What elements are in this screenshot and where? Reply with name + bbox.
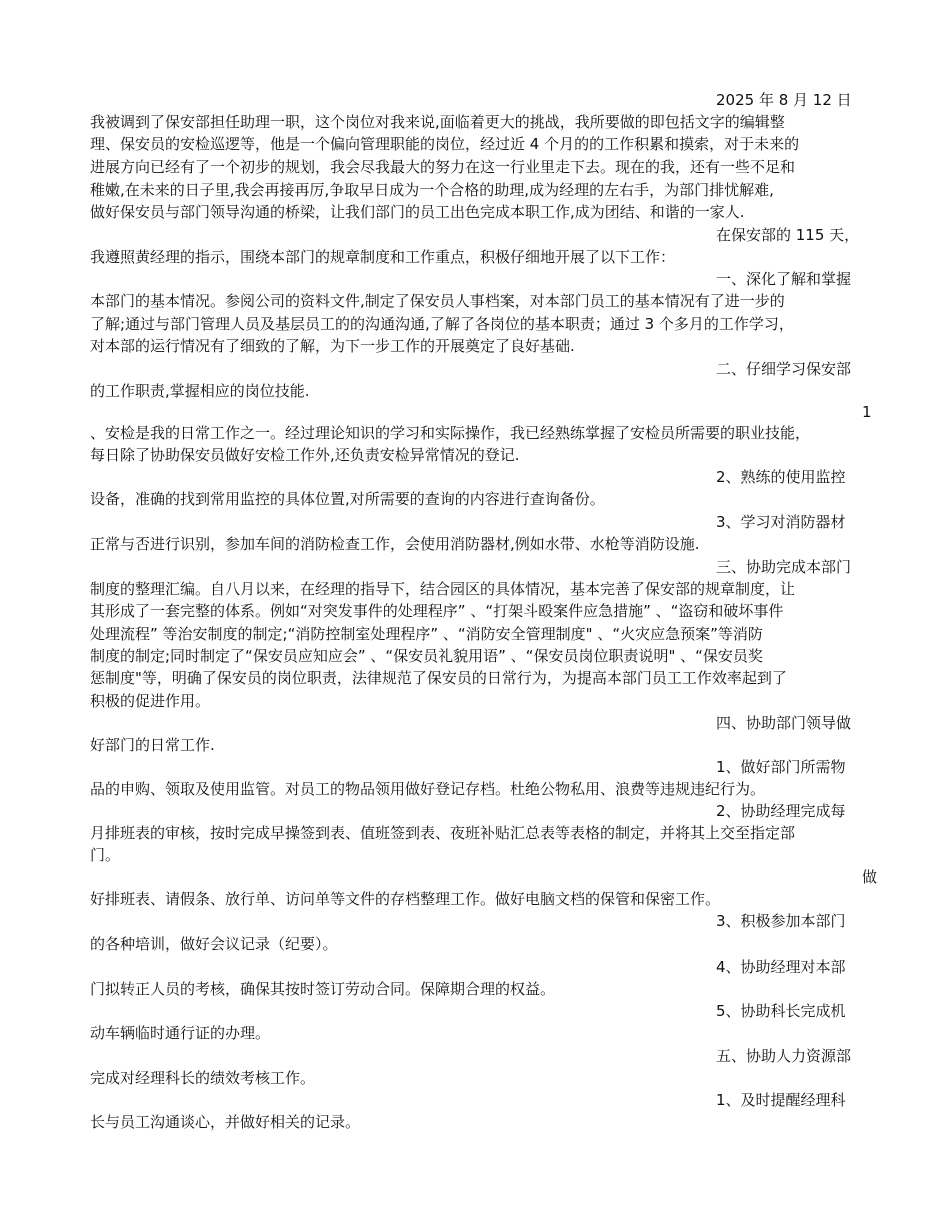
section-text: 其形成了一套完整的体系。例如“对突发事件的处理程序” 、“打架斗殴案件应急措施” 、“盗窃和破坏事件: [90, 602, 784, 620]
item-text: 好排班表、请假条、放行单、访问单等文件的存档整理工作。做好电脑文档的保管和保密工作。: [90, 890, 721, 908]
paragraph-head: 在保安部的 115 天，: [716, 226, 860, 244]
item-text: 月排班表的审核，按时完成早操签到表、值班签到表、夜班补贴汇总表等表格的制定，并将其上交至指定部: [90, 824, 796, 842]
item-text: 每日除了协助保安员做好安检工作外,还负责安检异常情况的登记.: [90, 446, 520, 464]
item-text: 门拟转正人员的考核，确保其按时签订劳动合同。保障期合理的权益。: [90, 980, 556, 998]
section-text: 处理流程” 等治安制度的制定;“消防控制室处理程序” 、“消防安全管理制度" 、“火灾应急预案”等消防: [90, 625, 763, 643]
item-heading: 3、积极参加本部门: [716, 912, 846, 930]
section-heading: 四、协助部门领导做: [716, 714, 852, 732]
date-line: 2025 年 8 月 12 日: [716, 91, 852, 109]
section-heading: 五、协助人力资源部: [716, 1047, 852, 1065]
intro-line: 稚嫩,在未来的日子里,我会再接再厉,争取早日成为一个合格的助理,成为经理的左右手，为部门排忧解难,: [90, 181, 774, 199]
item-heading: 1、及时提醒经理科: [716, 1091, 846, 1109]
item-heading: 2、协助经理完成每: [716, 802, 846, 820]
item-text: 设备，准确的找到常用监控的具体位置,对所需要的查询的内容进行查询备份。: [90, 490, 605, 508]
paragraph-text: 我遵照黄经理的指示，围绕本部门的规章制度和工作重点，积极仔细地开展了以下工作：: [90, 248, 676, 266]
item-text: 长与员工沟通谈心，并做好相关的记录。: [90, 1113, 361, 1131]
section-text: 惩制度"等，明确了保安员的岗位职责，法律规范了保安员的日常行为，为提高本部门员工工作效率起到了: [90, 669, 787, 687]
intro-line: 做好保安员与部门领导沟通的桥梁，让我们部门的员工出色完成本职工作,成为团结、和谐的一家人.: [90, 203, 745, 221]
section-heading: 二、仔细学习保安部: [716, 360, 852, 378]
item-text: 的各种培训，做好会议记录（纪要）。: [90, 935, 338, 953]
item-text: 正常与否进行识别，参加车间的消防检查工作，会使用消防器材,例如水带、水枪等消防设施.: [90, 535, 700, 553]
item-text: 品的申购、领取及使用监管。对员工的物品领用做好登记存档。杜绝公物私用、浪费等违规违纪行为。: [90, 780, 766, 798]
item-heading: 5、协助科长完成机: [716, 1002, 846, 1020]
section-heading: 三、协助完成本部门: [716, 558, 852, 576]
item-heading: 4、协助经理对本部: [716, 958, 846, 976]
item-heading: 1、做好部门所需物: [716, 758, 846, 776]
section-text: 本部门的基本情况。参阅公司的资料文件,制定了保安员人事档案，对本部门员工的基本情况有了进一步的: [90, 292, 785, 310]
intro-line: 我被调到了保安部担任助理一职，这个岗位对我来说,面临着更大的挑战，我所要做的即包括文字的编辑整: [90, 113, 785, 131]
page-number: 1: [862, 403, 872, 421]
item-text: 门。: [90, 846, 121, 864]
section-text: 了解;通过与部门管理人员及基层员工的的沟通沟通,了解了各岗位的基本职责；通过 3 个多月的工作学习，: [90, 315, 794, 333]
section-text: 完成对经理科长的绩效考核工作。: [90, 1069, 316, 1087]
section-text: 制度的整理汇编。自八月以来，在经理的指导下，结合园区的具体情况，基本完善了保安部的规章制度，让: [90, 580, 796, 598]
intro-line: 理、保安员的安检巡逻等，他是一个偏向管理职能的岗位，经过近 4 个月的的工作积累和摸索，对于未来的: [90, 135, 800, 153]
intro-line: 进展方向已经有了一个初步的规划，我会尽我最大的努力在这一行业里走下去。现在的我，还有一些不足和: [90, 158, 796, 176]
item-heading: 3、学习对消防器材: [716, 513, 846, 531]
item-heading: 2、熟练的使用监控: [716, 468, 846, 486]
section-text: 好部门的日常工作.: [90, 736, 215, 754]
item-text: 、安检是我的日常工作之一。经过理论知识的学习和实际操作，我已经熟练掌握了安检员所需要的职业技能，: [90, 424, 811, 442]
section-heading: 一、深化了解和掌握: [716, 270, 852, 288]
section-text: 的工作职责,掌握相应的岗位技能.: [90, 382, 310, 400]
item-text: 动车辆临时通行证的办理。: [90, 1024, 271, 1042]
section-text: 对本部的运行情况有了细致的了解，为下一步工作的开展奠定了良好基础.: [90, 337, 575, 355]
section-text: 积极的促进作用。: [90, 692, 211, 710]
section-text: 制度的制定;同时制定了“保安员应知应会” 、“保安员礼貌用语” 、“保安员岗位职责说明" 、“保安员奖: [90, 647, 763, 665]
item-heading: 做: [862, 868, 878, 886]
